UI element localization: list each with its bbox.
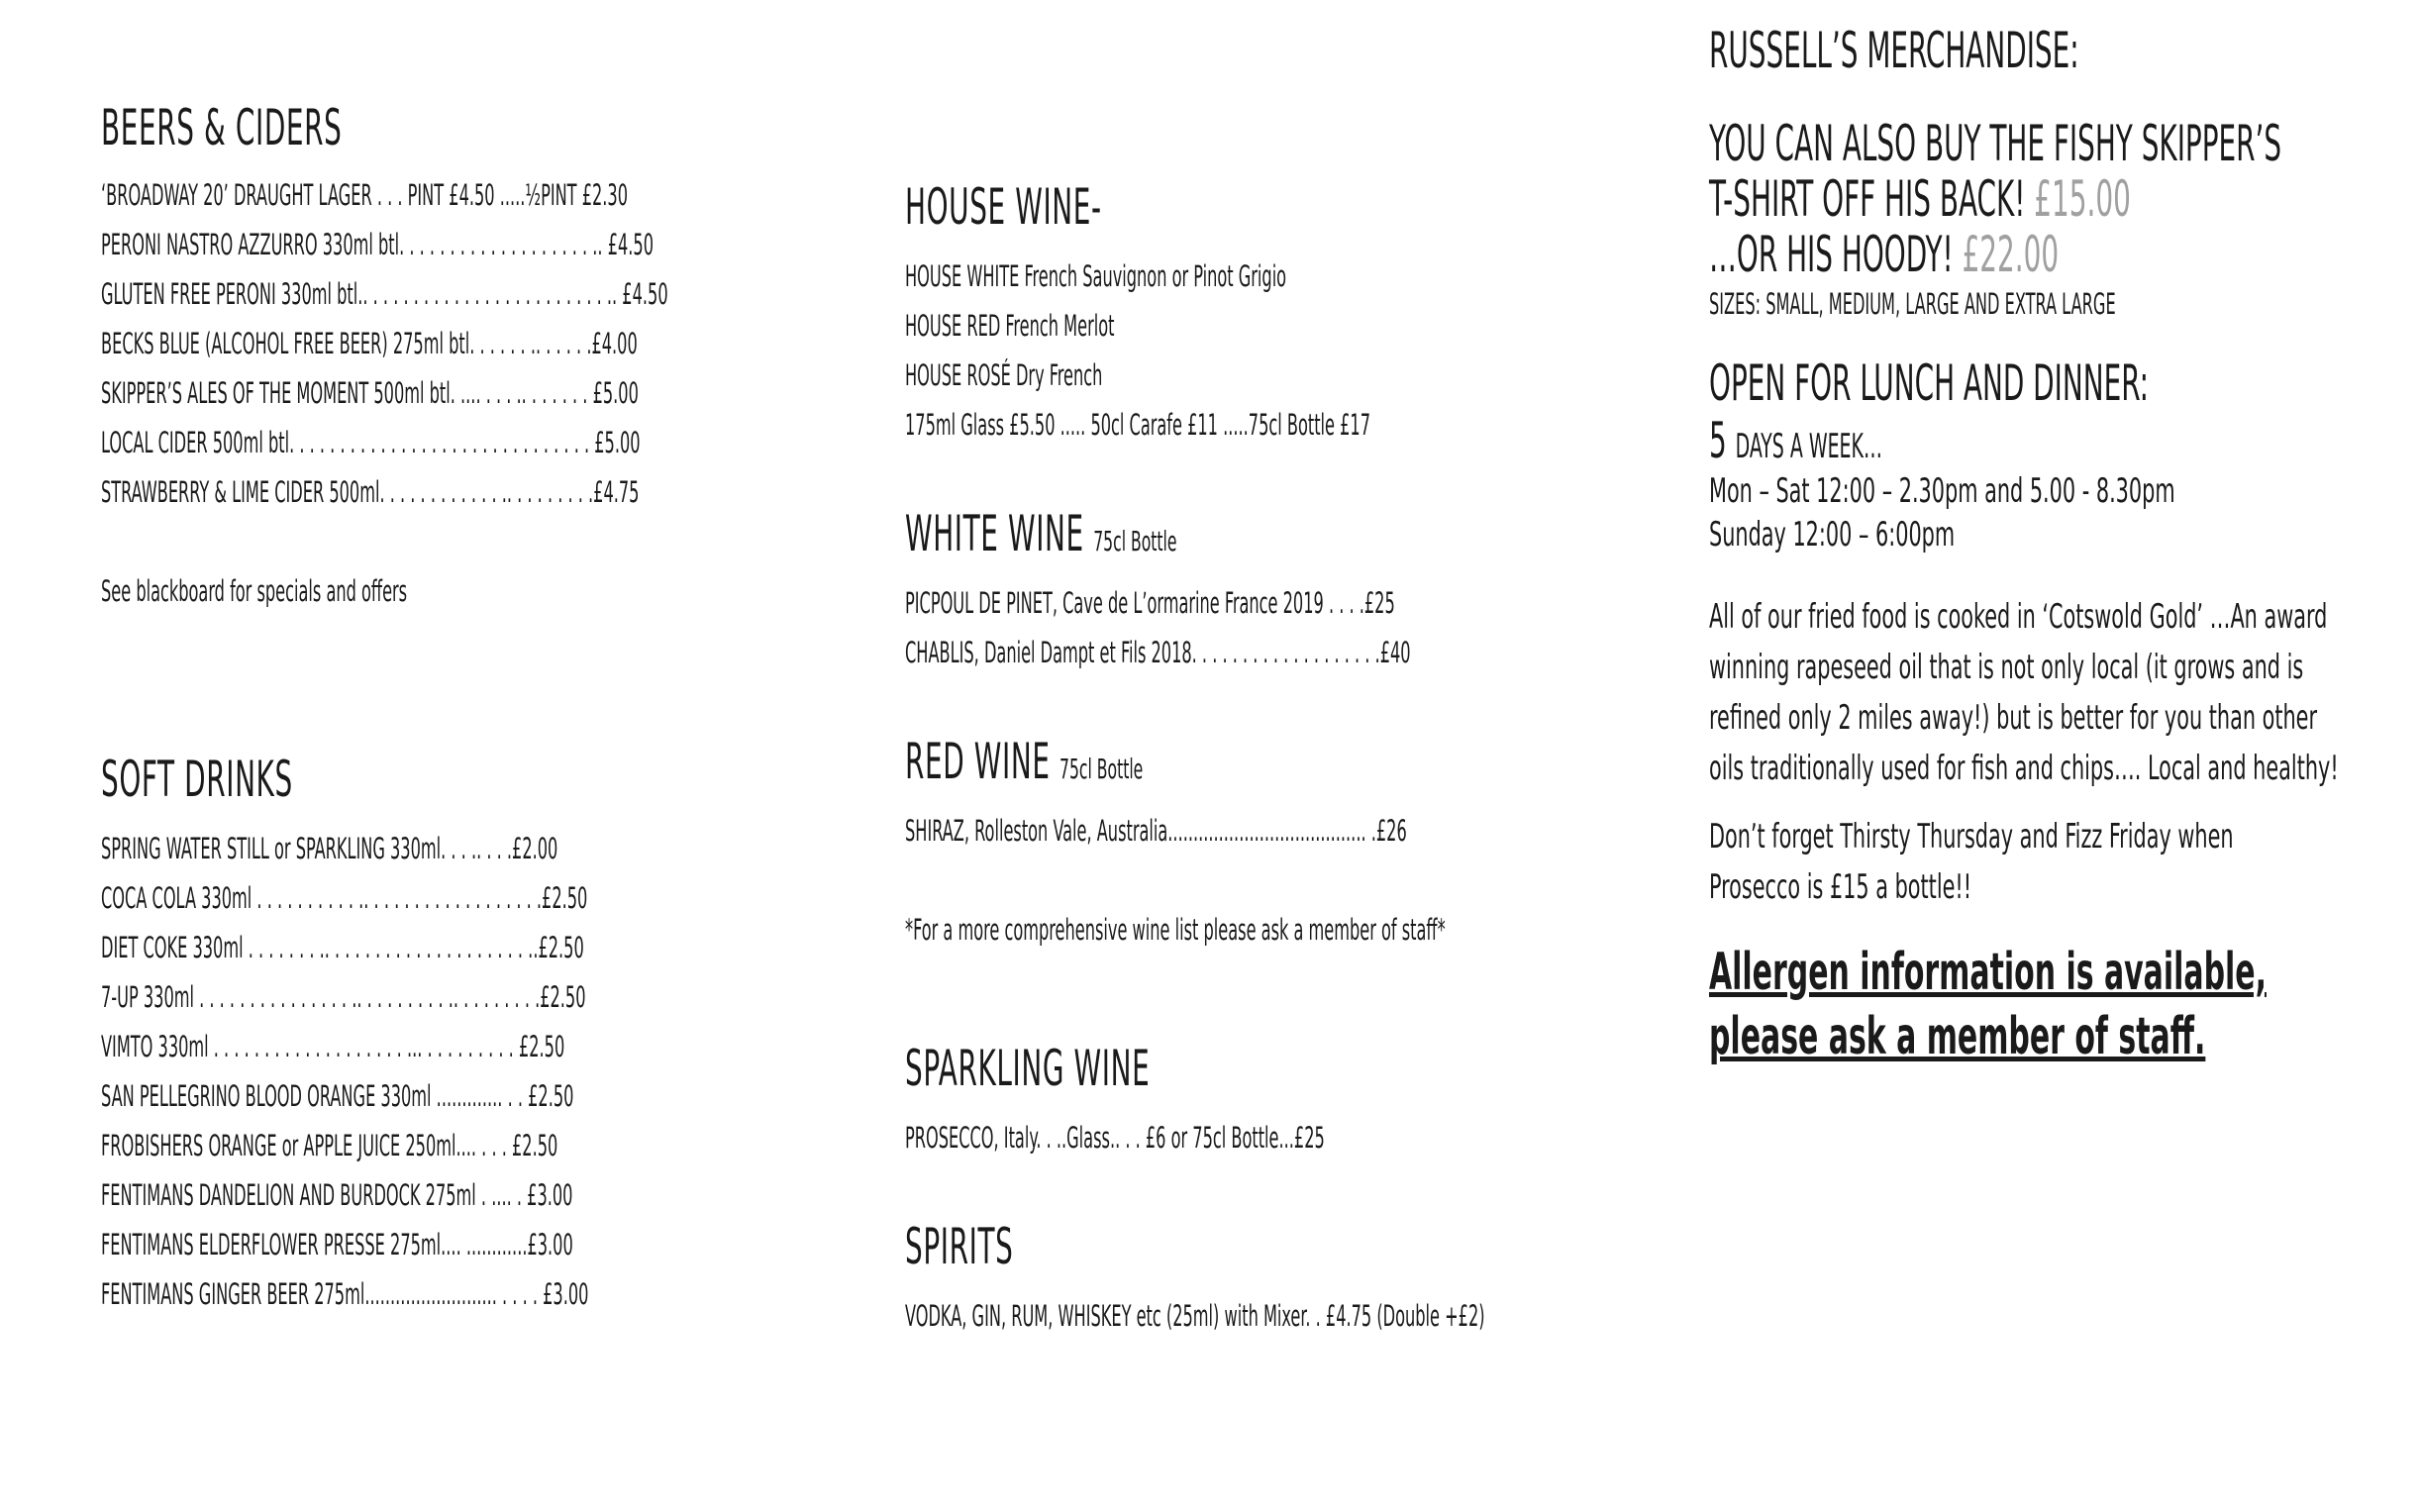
- merch-tshirt-line: [1709, 170, 2131, 228]
- hoody-text: …OR HIS HOODY!: [1709, 226, 1954, 283]
- merch-line: YOU CAN ALSO BUY THE FISHY SKIPPER’S: [1709, 115, 2282, 172]
- soft-drink-item: FENTIMANS GINGER BEER 275ml.......................... . . . . £3.00: [101, 1277, 589, 1311]
- hours-weekday: Mon – Sat 12:00 – 2.30pm and 5.00 - 8.30pm: [1709, 471, 2175, 511]
- soft-drink-item: 7-UP 330ml . . . . . . . . . . . . . . . .. . . . . . . . . .. . . . . . . . .£2.50: [101, 980, 586, 1014]
- beer-item: ‘BROADWAY 20’ DRAUGHT LAGER . . . PINT £4.50 .....½PINT £2.30: [101, 178, 628, 212]
- allergen-line: please ask a member of staff.: [1709, 1007, 2206, 1066]
- thirsty-line: Don’t forget Thirsty Thursday and Fizz Friday when: [1709, 817, 2234, 857]
- beer-item: STRAWBERRY & LIME CIDER 500ml. . . . . . . . . . . . .. . . . . . . . .£4.75: [101, 475, 640, 509]
- tshirt-price: £15.00: [2034, 170, 2131, 228]
- house-wine-prices: 175ml Glass £5.50 ..... 50cl Carafe £11 .....75cl Bottle £17: [905, 408, 1371, 442]
- opening-heading: OPEN FOR LUNCH AND DINNER:: [1709, 354, 2150, 412]
- merch-heading: RUSSELL’S MERCHANDISE:: [1709, 22, 2079, 79]
- house-wine-item: HOUSE WHITE French Sauvignon or Pinot Grigio: [905, 259, 1287, 293]
- soft-drink-item: FENTIMANS DANDELION AND BURDOCK 275ml . .... . £3.00: [101, 1178, 573, 1212]
- beer-item: BECKS BLUE (ALCOHOL FREE BEER) 275ml btl. . . . . . .. . . . . .£4.00: [101, 327, 638, 360]
- hoody-price: £22.00: [1962, 226, 2060, 283]
- thirsty-paragraph: [1709, 812, 2234, 913]
- spirits-heading: SPIRITS: [905, 1218, 1014, 1275]
- house-wine-item: HOUSE RED French Merlot: [905, 309, 1115, 343]
- soft-drink-item: DIET COKE 330ml . . . . . . . .. . . . . . . . . . . . . . . . . . . . ..£2.50: [101, 931, 584, 964]
- hours-sunday: Sunday 12:00 – 6:00pm: [1709, 515, 1956, 554]
- allergen-line: Allergen information is available,: [1709, 943, 2267, 1002]
- oil-paragraph: [1709, 592, 2339, 794]
- beer-item: PERONI NASTRO AZZURRO 330ml btl. . . . . . . . . . . . . . . . . . . .. £4.50: [101, 228, 654, 261]
- days-text: DAYS A WEEK…: [1735, 427, 1882, 466]
- beers-heading: BEERS & CIDERS: [101, 99, 343, 156]
- white-wine-subtitle: 75cl Bottle: [1093, 525, 1177, 557]
- white-wine-title: WHITE WINE: [905, 505, 1084, 562]
- allergen-notice: [1709, 941, 2267, 1069]
- soft-drinks-heading: SOFT DRINKS: [101, 751, 293, 808]
- sparkling-wine-heading: SPARKLING WINE: [905, 1040, 1151, 1097]
- red-wine-subtitle: 75cl Bottle: [1059, 753, 1144, 785]
- red-wine-heading: [905, 733, 1143, 790]
- soft-drink-item: VIMTO 330ml . . . . . . . . . . . . . . . . . . . ... . . . . . . . . . £2.50: [101, 1030, 565, 1063]
- specials-note: See blackboard for specials and offers: [101, 574, 408, 608]
- house-wine-item: HOUSE ROSÉ Dry French: [905, 358, 1103, 392]
- white-wine-item: CHABLIS, Daniel Dampt et Fils 2018. . . . . . . . . . . . . . . . . . .£40: [905, 636, 1411, 669]
- beer-item: LOCAL CIDER 500ml btl. . . . . . . . . . . . . . . . . . . . . . . . . . . . . . £5.00: [101, 426, 641, 459]
- merch-hoody-line: [1709, 226, 2059, 283]
- days-number: 5: [1709, 412, 1727, 469]
- thirsty-line: Prosecco is £15 a bottle!!: [1709, 867, 1972, 907]
- oil-line: winning rapeseed oil that is not only local (it grows and is: [1709, 648, 2304, 687]
- white-wine-heading: [905, 505, 1176, 562]
- merch-sizes: SIZES: SMALL, MEDIUM, LARGE AND EXTRA LARGE: [1709, 287, 2116, 321]
- oil-line: refined only 2 miles away!) but is better for you than other: [1709, 698, 2318, 738]
- days-line: [1709, 412, 1882, 469]
- soft-drink-item: FROBISHERS ORANGE or APPLE JUICE 250ml.... . . . £2.50: [101, 1129, 558, 1162]
- soft-drink-item: SAN PELLEGRINO BLOOD ORANGE 330ml ............. . . £2.50: [101, 1079, 574, 1113]
- soft-drink-item: FENTIMANS ELDERFLOWER PRESSE 275ml.... ............£3.00: [101, 1228, 573, 1261]
- oil-line: oils traditionally used for fish and chips…. Local and healthy!: [1709, 749, 2339, 788]
- tshirt-text: T-SHIRT OFF HIS BACK!: [1709, 170, 2026, 228]
- house-wine-heading: HOUSE WINE-: [905, 178, 1102, 236]
- soft-drink-item: COCA COLA 330ml . . . . . . . . . . .. . . . . . . . . . . . . . . . . .£2.50: [101, 881, 588, 915]
- wine-list-note: *For a more comprehensive wine list please ask a member of staff*: [905, 913, 1446, 947]
- red-wine-title: RED WINE: [905, 733, 1051, 790]
- sparkling-wine-item: PROSECCO, Italy. . ..Glass.. . . £6 or 75cl Bottle...£25: [905, 1121, 1325, 1155]
- white-wine-item: PICPOUL DE PINET, Cave de L’ormarine France 2019 . . . .£25: [905, 586, 1395, 620]
- beer-item: SKIPPER’S ALES OF THE MOMENT 500ml btl. .... . . . .. . . . . . . £5.00: [101, 376, 639, 410]
- spirits-item: VODKA, GIN, RUM, WHISKEY etc (25ml) with Mixer. . £4.75 (Double +£2): [905, 1299, 1485, 1333]
- beer-item: GLUTEN FREE PERONI 330ml btl.. . . . . . . . . . . . . . . . . . . . . . . . .. £4.50: [101, 277, 668, 311]
- oil-line: All of our fried food is cooked in ‘Cotswold Gold’ …An award: [1709, 597, 2328, 637]
- red-wine-item: SHIRAZ, Rolleston Vale, Australia....................................... .£26: [905, 814, 1407, 848]
- soft-drink-item: SPRING WATER STILL or SPARKLING 330ml. . . .. . . .£2.00: [101, 832, 558, 865]
